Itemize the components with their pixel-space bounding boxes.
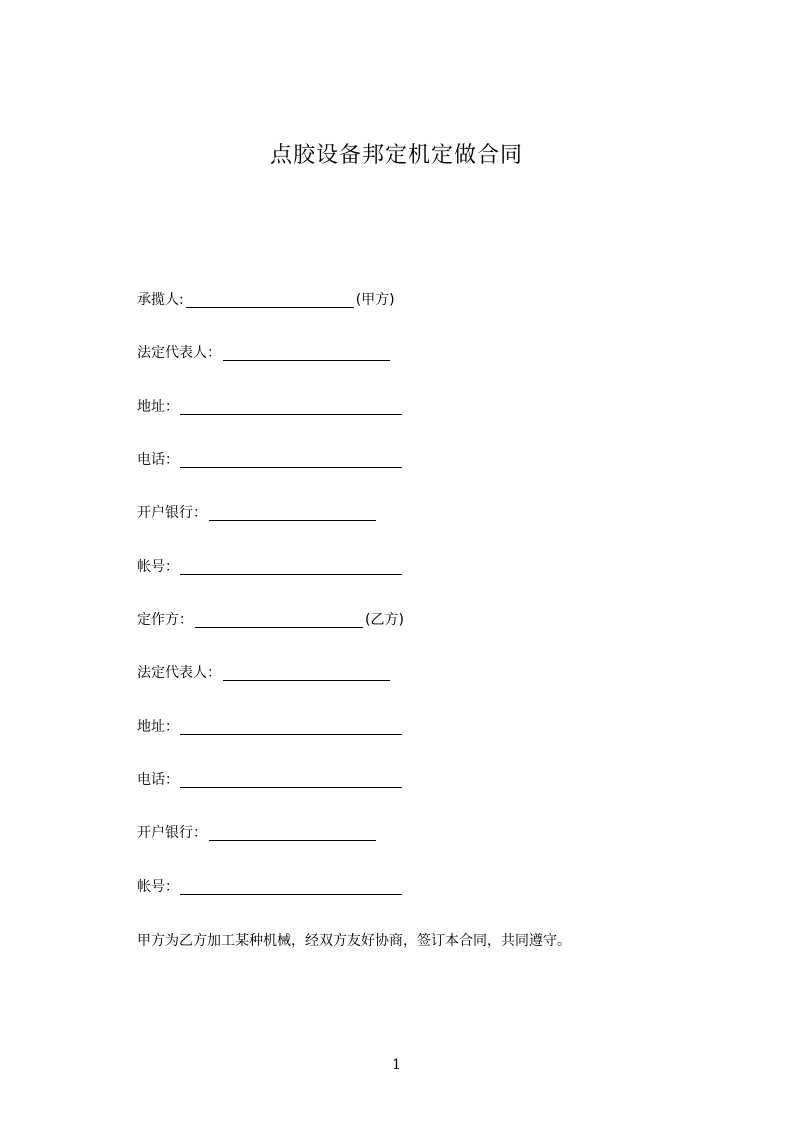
party-b-legal-rep-label: 法定代表人： bbox=[137, 665, 221, 681]
party-a-account-row bbox=[137, 557, 402, 577]
party-a-address-row bbox=[137, 397, 402, 417]
party-a-label: 承揽人: bbox=[137, 292, 184, 308]
party-a-name-blank[interactable] bbox=[186, 292, 354, 308]
party-b-name-blank[interactable] bbox=[195, 612, 363, 628]
party-a-account-blank[interactable] bbox=[180, 559, 402, 575]
party-b-legal-rep-row bbox=[137, 663, 390, 683]
party-b-name-row bbox=[137, 610, 404, 630]
party-a-legal-rep-label: 法定代表人： bbox=[137, 345, 221, 361]
party-a-address-blank[interactable] bbox=[180, 399, 402, 415]
party-b-account-row bbox=[137, 877, 402, 897]
party-a-legal-rep-blank[interactable] bbox=[223, 345, 390, 361]
party-a-bank-blank[interactable] bbox=[209, 505, 376, 521]
contract-title: 点胶设备邦定机定做合同 bbox=[269, 143, 523, 168]
party-b-suffix: (乙方) bbox=[365, 612, 404, 628]
party-b-account-label: 帐号： bbox=[137, 879, 179, 895]
party-b-phone-label: 电话： bbox=[137, 772, 179, 788]
party-a-suffix: (甲方) bbox=[355, 292, 395, 308]
page-number: 1 bbox=[392, 1057, 401, 1073]
party-a-phone-label: 电话： bbox=[137, 452, 179, 468]
party-b-address-label: 地址： bbox=[137, 719, 179, 735]
party-a-name-row bbox=[137, 290, 395, 310]
party-a-bank-row bbox=[137, 503, 376, 523]
party-b-bank-blank[interactable] bbox=[209, 825, 376, 841]
party-a-phone-row bbox=[137, 450, 402, 470]
party-b-address-blank[interactable] bbox=[180, 719, 402, 735]
party-a-phone-blank[interactable] bbox=[180, 452, 402, 468]
party-b-phone-row bbox=[137, 770, 402, 790]
party-b-account-blank[interactable] bbox=[180, 879, 402, 895]
contract-intro-paragraph: 甲方为乙方加工某种机械，经双方友好协商，签订本合同，共同遵守。 bbox=[137, 933, 571, 949]
party-b-bank-label: 开户银行： bbox=[137, 825, 207, 841]
party-b-label: 定作方： bbox=[137, 612, 193, 628]
party-a-legal-rep-row bbox=[137, 343, 390, 363]
party-b-legal-rep-blank[interactable] bbox=[223, 665, 390, 681]
party-a-bank-label: 开户银行： bbox=[137, 505, 207, 521]
party-a-account-label: 帐号： bbox=[137, 559, 179, 575]
party-b-address-row bbox=[137, 717, 402, 737]
party-a-address-label: 地址： bbox=[137, 399, 179, 415]
party-b-bank-row bbox=[137, 823, 376, 843]
party-b-phone-blank[interactable] bbox=[180, 772, 402, 788]
